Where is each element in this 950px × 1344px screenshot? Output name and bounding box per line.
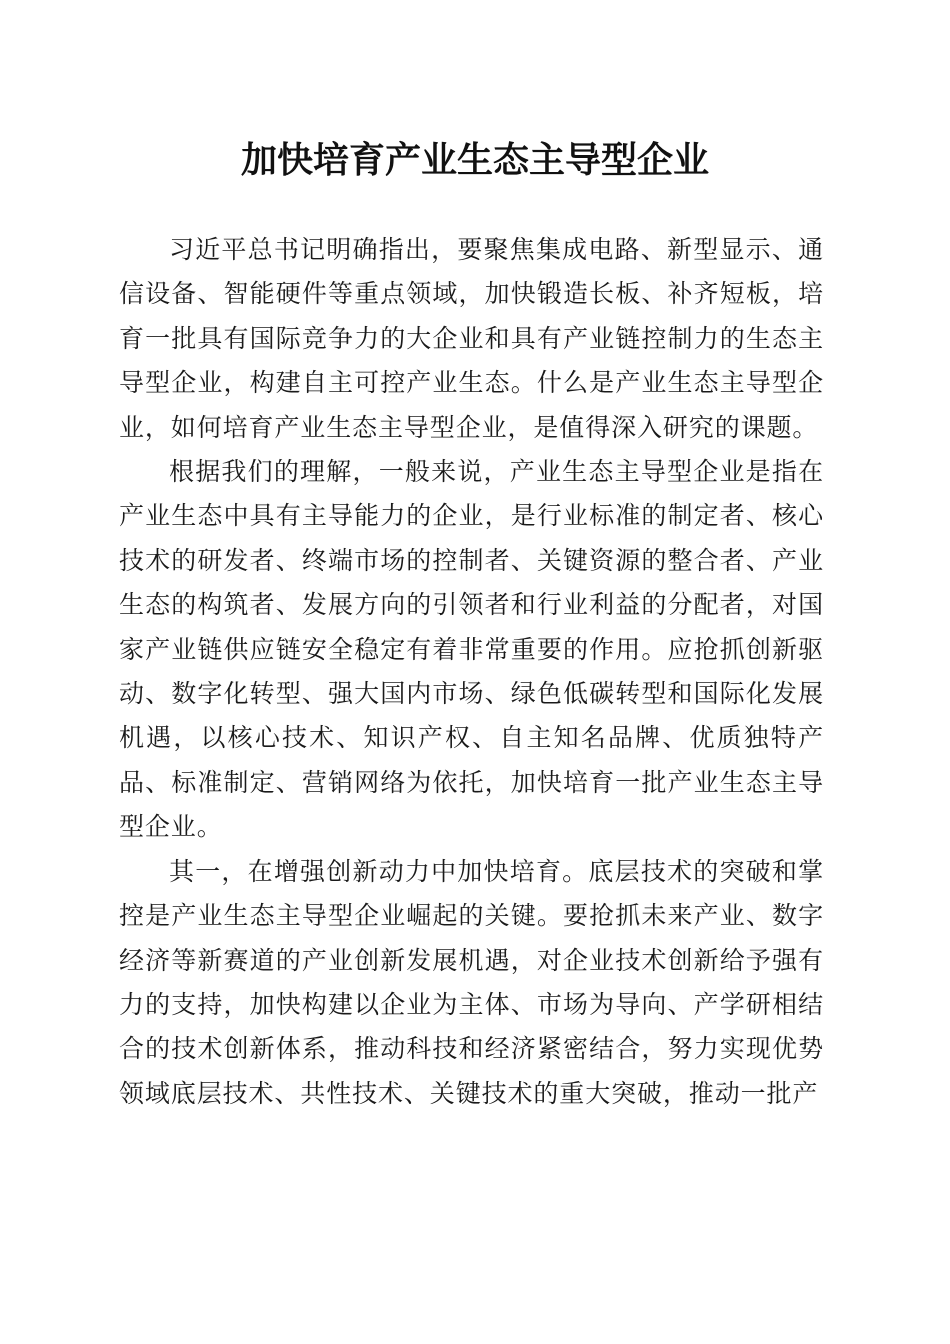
document-body [119,228,824,1116]
paragraph: 其一，在增强创新动力中加快培育。底层技术的突破和掌控是产业生态主导型企业崛起的关键。要抢抓未来产业、数字经济等新赛道的产业创新发展机遇，对企业技术创新给予强有力的支持，加快构建以企业为主体、市场为导向、产学研相结合的技术创新体系，推动科技和经济紧密结合，努力实现优势领域底层技术、共性技术、关键技术的重大突破，推动一批产 [119,856,824,1108]
paragraph: 习近平总书记明确指出，要聚焦集成电路、新型显示、通信设备、智能硬件等重点领域，加快锻造长板、补齐短板，培育一批具有国际竞争力的大企业和具有产业链控制力的生态主导型企业，构建自主可控产业生态。什么是产业生态主导型企业，如何培育产业生态主导型企业，是值得深入研究的课题。 [119,235,824,442]
document-title: 加快培育产业生态主导型企业 [240,139,709,181]
paragraph: 根据我们的理解，一般来说，产业生态主导型企业是指在产业生态中具有主导能力的企业，是行业标准的制定者、核心技术的研发者、终端市场的控制者、关键资源的整合者、产业生态的构筑者、发展方向的引领者和行业利益的分配者，对国家产业链供应链安全稳定有着非常重要的作用。应抢抓创新驱动、数字化转型、强大国内市场、绿色低碳转型和国际化发展机遇，以核心技术、知识产权、自主知名品牌、优质独特产品、标准制定、营销网络为依托，加快培育一批产业生态主导型企业。 [119,457,824,842]
